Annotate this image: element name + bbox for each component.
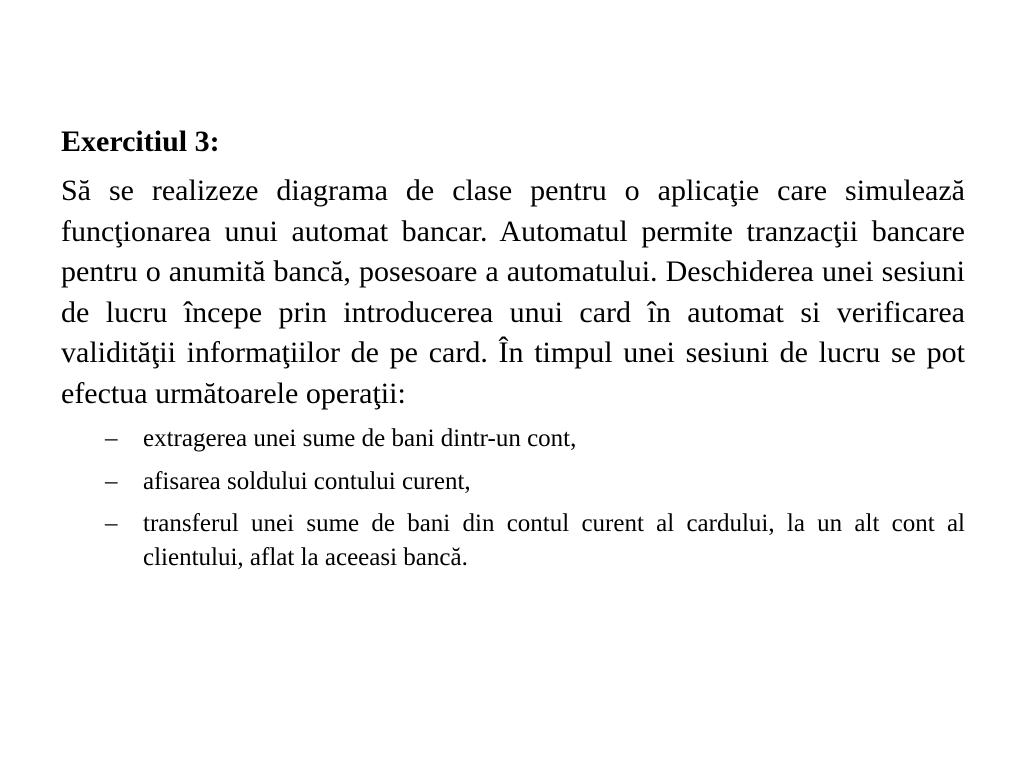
operation-text: transferul unei sume de bani din contul curent al cardului, la un alt cont al clientului, aflat la aceeasi bancă.: [143, 510, 965, 571]
operation-item-withdraw: [61, 422, 965, 456]
operation-item-balance: [61, 465, 965, 499]
slide-content: [61, 122, 965, 583]
operation-text: afisarea soldului contului curent,: [143, 467, 471, 495]
bullet-dash-icon: –: [105, 425, 118, 452]
operation-item-transfer: [61, 507, 965, 574]
operation-text: extragerea unei sume de bani dintr-un cont,: [143, 425, 577, 452]
exercise-heading: Exercitiul 3:: [61, 125, 220, 158]
bullet-dash-icon: –: [105, 467, 118, 495]
exercise-description: Să se realizeze diagrama de clase pentru o aplicaţie care simulează funcţionarea unui automat bancar. Automatul permite tranzacţii bancare pentru o anumită bancă, posesoare a automatului. Deschiderea unei sesiuni de lucru începe prin introducerea unui card în automat si verificarea validităţii informaţiilor de pe card. În timpul unei sesiuni de lucru se pot efectua următoarele operaţii:: [61, 174, 965, 410]
bullet-dash-icon: –: [105, 510, 118, 537]
operations-list: [61, 422, 965, 574]
